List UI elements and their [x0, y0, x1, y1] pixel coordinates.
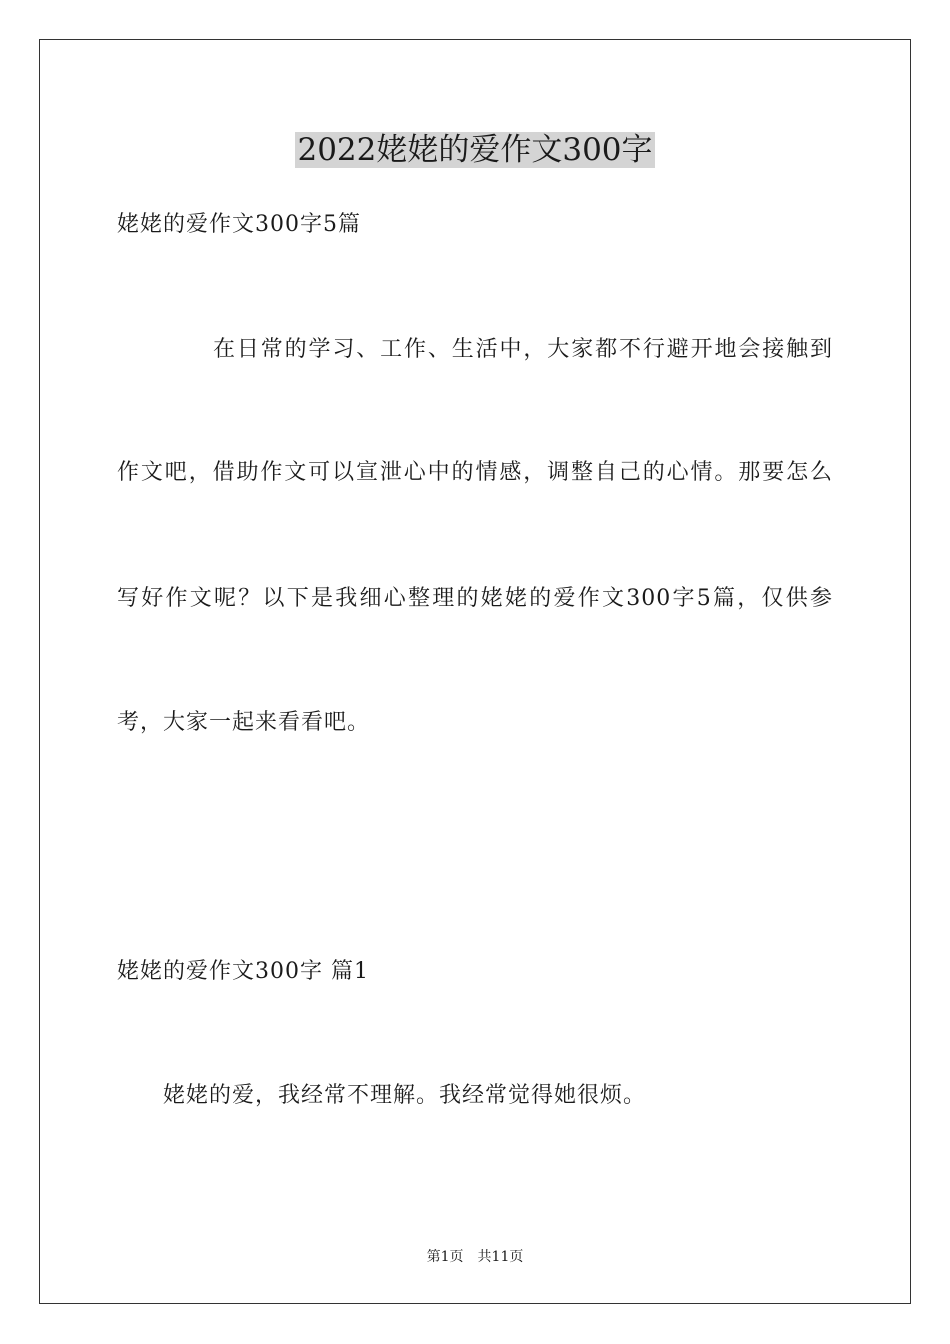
- page-number-footer: 第1页 共11页: [426, 1249, 524, 1265]
- intro-line-1: 在日常的学习、工作、生活中，大家都不行避开地会接触到: [213, 337, 833, 362]
- intro-line-4: 考，大家一起来看看吧。: [117, 710, 371, 735]
- document-title-text: 2022姥姥的爱作文300字: [297, 132, 653, 168]
- intro-line-3: 写好作文呢？以下是我细心整理的姥姥的爱作文300字5篇，仅供参: [117, 586, 833, 611]
- document-subtitle: 姥姥的爱作文300字5篇: [117, 212, 361, 237]
- document-title: [0, 128, 950, 172]
- section-first-line: 姥姥的爱，我经常不理解。我经常觉得她很烦。: [163, 1083, 647, 1108]
- section-heading: 姥姥的爱作文300字 篇1: [117, 959, 369, 984]
- intro-line-2: 作文吧，借助作文可以宣泄心中的情感，调整自己的心情。那要怎么: [117, 460, 833, 485]
